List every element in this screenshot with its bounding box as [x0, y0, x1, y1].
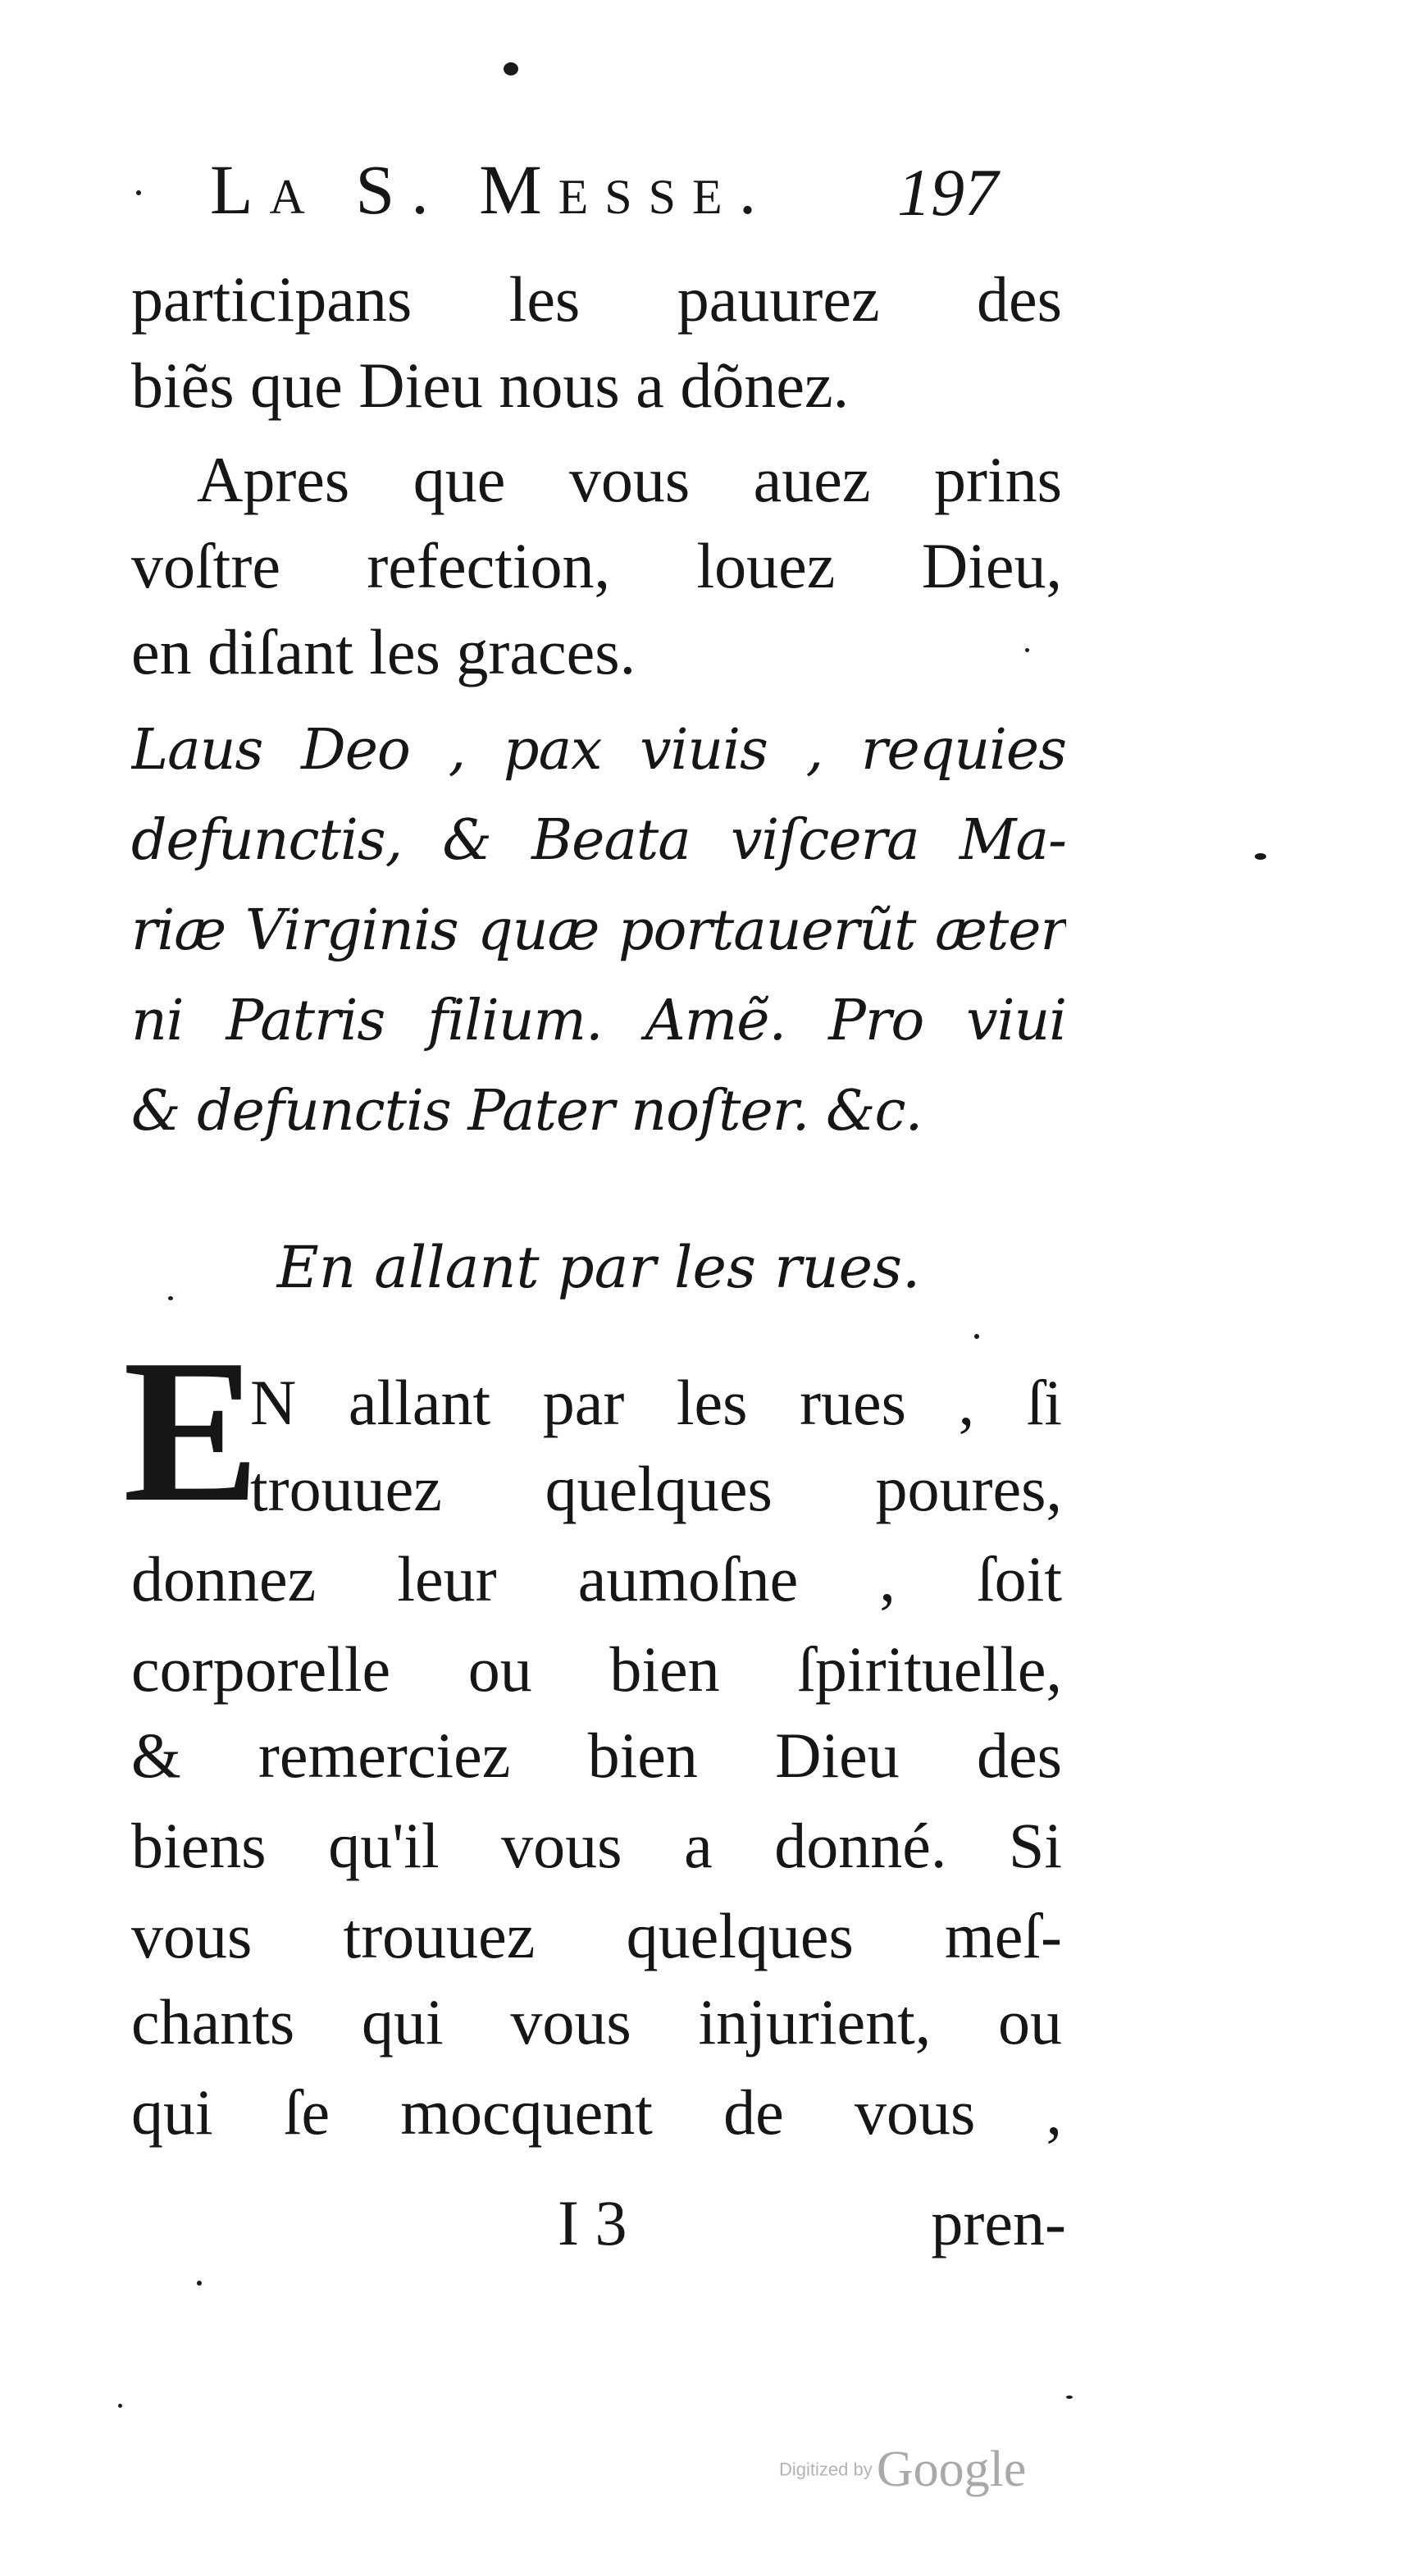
text-line: chants qui vous injurient, ou [131, 1986, 1062, 2058]
google-logo: Google [876, 2441, 1027, 2497]
text-line: donnez leur aumoſne , ſoit [131, 1543, 1062, 1615]
latin-line: Laus Deo , pax viuis , requies [131, 718, 1066, 783]
print-speck [504, 62, 518, 75]
text-line: & remerciez bien Dieu des [131, 1720, 1062, 1791]
print-speck [974, 1334, 979, 1339]
text-line: en diſant les graces. [131, 616, 636, 687]
signature-mark: I 3 [558, 2187, 627, 2259]
latin-line: & defunctis Pater noſter. &c. [131, 1079, 923, 1144]
drop-cap: E [123, 1318, 260, 1545]
text-line: qui ſe mocquent de vous , [131, 2076, 1062, 2148]
text-line: participans les pauurez des [131, 263, 1062, 335]
print-speck [1066, 2396, 1073, 2399]
print-speck [197, 2281, 202, 2286]
text-line: biẽs que Dieu nous a dõnez. [131, 349, 850, 421]
watermark-small-text: Digitized by [779, 2459, 873, 2480]
text-line: biens qu'il vous a donné. Si [131, 1810, 1062, 1881]
running-title: La S. Messe. [210, 150, 773, 229]
text-line: corporelle ou bien ſpirituelle, [131, 1633, 1062, 1705]
latin-line: riæ Virginis quæ portauerũt æter [131, 898, 1066, 963]
running-header [210, 150, 1063, 244]
digitized-watermark [779, 2441, 1074, 2498]
print-speck [1255, 853, 1266, 860]
text-line: voſtre refection, louez Dieu, [131, 530, 1062, 601]
print-speck [118, 2404, 122, 2408]
text-line: Apres que vous auez prins [197, 444, 1062, 515]
page-number: 197 [897, 155, 998, 230]
section-heading: En allant par les rues. [276, 1234, 921, 1301]
text-line: N allant par les rues , ſi [250, 1367, 1062, 1438]
text-line: vous trouuez quelques meſ- [131, 1900, 1062, 1971]
text-line: trouuez quelques poures, [250, 1453, 1062, 1524]
page-footer [131, 2182, 1066, 2264]
print-speck [136, 190, 141, 195]
latin-line: defunctis, & Beata viſcera Ma- [131, 808, 1066, 873]
latin-line: ni Patris filium. Amẽ. Pro viui [131, 989, 1066, 1053]
catchword: pren- [931, 2187, 1066, 2259]
